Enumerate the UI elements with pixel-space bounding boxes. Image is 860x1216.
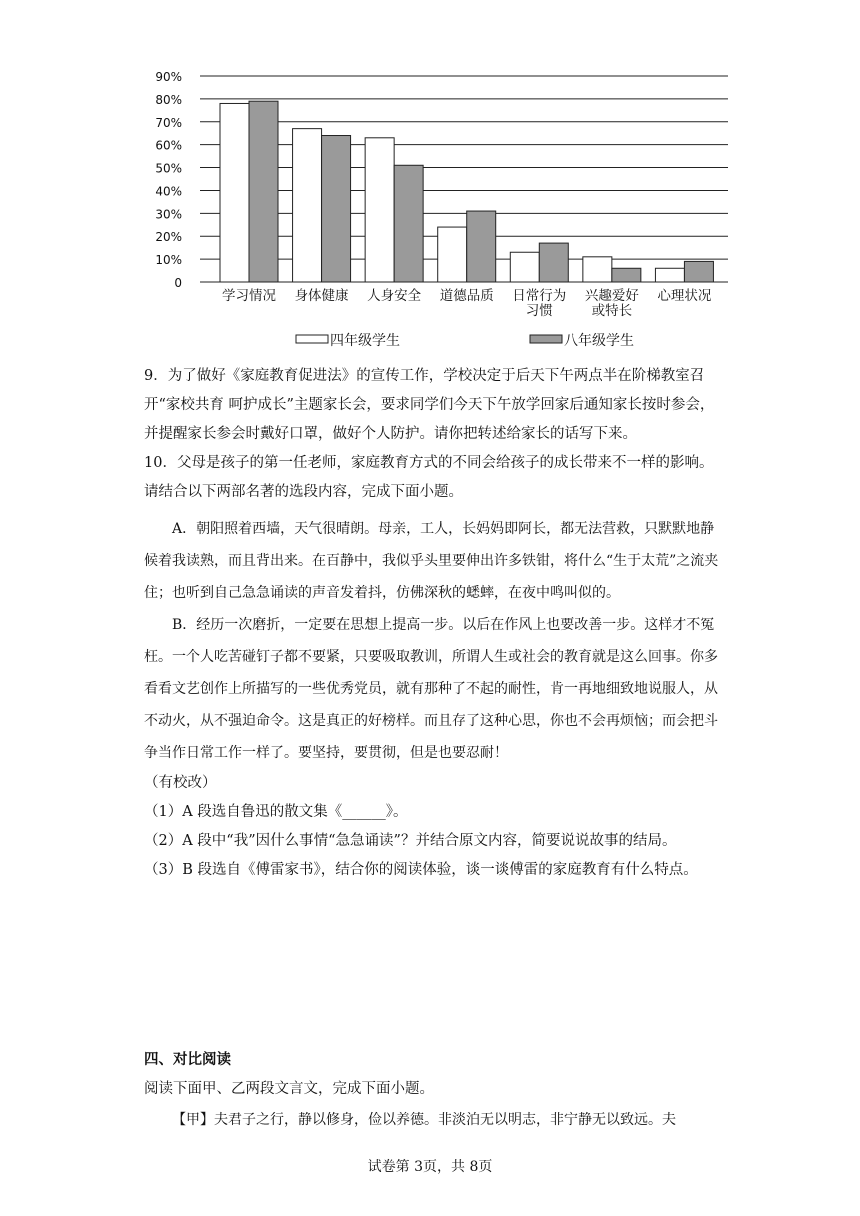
passage-b: B．经历一次磨折，一定要在思想上提高一步。以后在作风上也要改善一步。这样才不冤枉。一个人吃苦碰钉子都不要紧，只要吸取教训，所谓人生或社会的教育就是这么回事。你多看看文艺创作上所描写的一些优秀党员，就有那种了不起的耐性，肯一再地细致地说服人，从不动火，从不强迫命令。这是真正的好榜样。而且存了这种心思，你也不会再烦恼；而会把斗争当作日常工作一样了。要坚持，要贯彻，但是也要忍耐！ [144,617,718,761]
question-10: 10．父母是孩子的第一任老师，家庭教育方式的不同会给孩子的成长带来不一样的影响。请结合以下两部名著的选段内容，完成下面小题。 [144,455,714,500]
x-tick-label: 或特长 [591,303,633,319]
bar [249,101,278,282]
x-tick-label: 日常行为 [512,288,567,304]
bar-chart [140,60,740,360]
passage-a: A．朝阳照着西墙，天气很晴朗。母亲，工人，长妈妈即阿长，都无法营救，只默默地静候着我读熟，而且背出来。在百静中，我似乎头里要伸出许多铁钳，将什么“生于太荒”之流夹住；也听到自己急急诵读的声音发着抖，仿佛深秋的蟋蟀，在夜中鸣叫似的。 [144,521,719,601]
y-tick-label: 30% [155,207,182,222]
x-tick-label: 习惯 [525,303,553,319]
sub-question-1: （1）A 段选自鲁迅的散文集《______》。 [144,804,408,820]
legend-label: 四年级学生 [330,333,400,349]
page-footer: 试卷第 3页，共 8页 [367,1159,493,1175]
x-tick-label: 人身安全 [367,288,422,304]
chart-legend [296,332,634,349]
x-axis-labels [222,287,712,319]
bar [583,257,612,282]
questions-block [144,362,724,885]
bar [467,211,496,282]
section-intro: 阅读下面甲、乙两段文言文，完成下面小题。 [144,1081,434,1097]
sub-question-2: （2）A 段中“我”因什么事情“急急诵读”？并结合原文内容，简要说说故事的结局。 [144,833,677,849]
sub-question-3: （3）B 段选自《傅雷家书》，结合你的阅读体验，谈一谈傅雷的家庭教育有什么特点。 [144,862,698,878]
legend-swatch [296,335,328,343]
y-tick-label: 50% [155,161,182,176]
y-tick-label: 10% [155,253,182,268]
bar [438,227,467,282]
x-tick-label: 心理状况 [657,288,712,304]
bar [510,252,539,282]
y-tick-label: 60% [155,138,182,153]
bar [612,268,641,282]
x-tick-label: 道德品质 [439,288,494,304]
x-tick-label: 身体健康 [294,288,349,304]
y-tick-label: 90% [155,70,182,84]
chart-bars [220,101,713,282]
section-title: 四、对比阅读 [144,1052,231,1068]
y-tick-label: 20% [155,230,182,245]
y-tick-label: 0 [174,276,182,290]
y-tick-label: 40% [155,184,182,199]
bar [220,103,249,282]
bar [684,261,713,282]
y-tick-label: 70% [155,115,182,130]
legend-swatch [530,335,562,343]
x-tick-label: 兴趣爱好 [584,288,639,304]
bar [655,268,684,282]
legend-label: 八年级学生 [564,333,634,349]
revision-note: （有校改） [144,775,217,791]
x-tick-label: 学习情况 [222,288,276,304]
section-4 [144,1046,724,1136]
question-9: 9．为了做好《家庭教育促进法》的宣传工作，学校决定于后天下午两点半在阶梯教室召开“家校共育 呵护成长”主题家长会，要求同学们今天下午放学回家后通知家长按时参会，并提醒家长参会时戴好口罩，做好个人防护。请你把转述给家长的话写下来。 [144,368,715,442]
bar [365,138,394,282]
y-axis-ticks [155,70,182,290]
bar [322,136,351,282]
bar [539,243,568,282]
bar [293,129,322,282]
passage-jia: 【甲】夫君子之行，静以修身，俭以养德。非淡泊无以明志，非宁静无以致远。夫 [172,1112,676,1128]
bar [394,165,423,282]
y-tick-label: 80% [155,92,182,107]
